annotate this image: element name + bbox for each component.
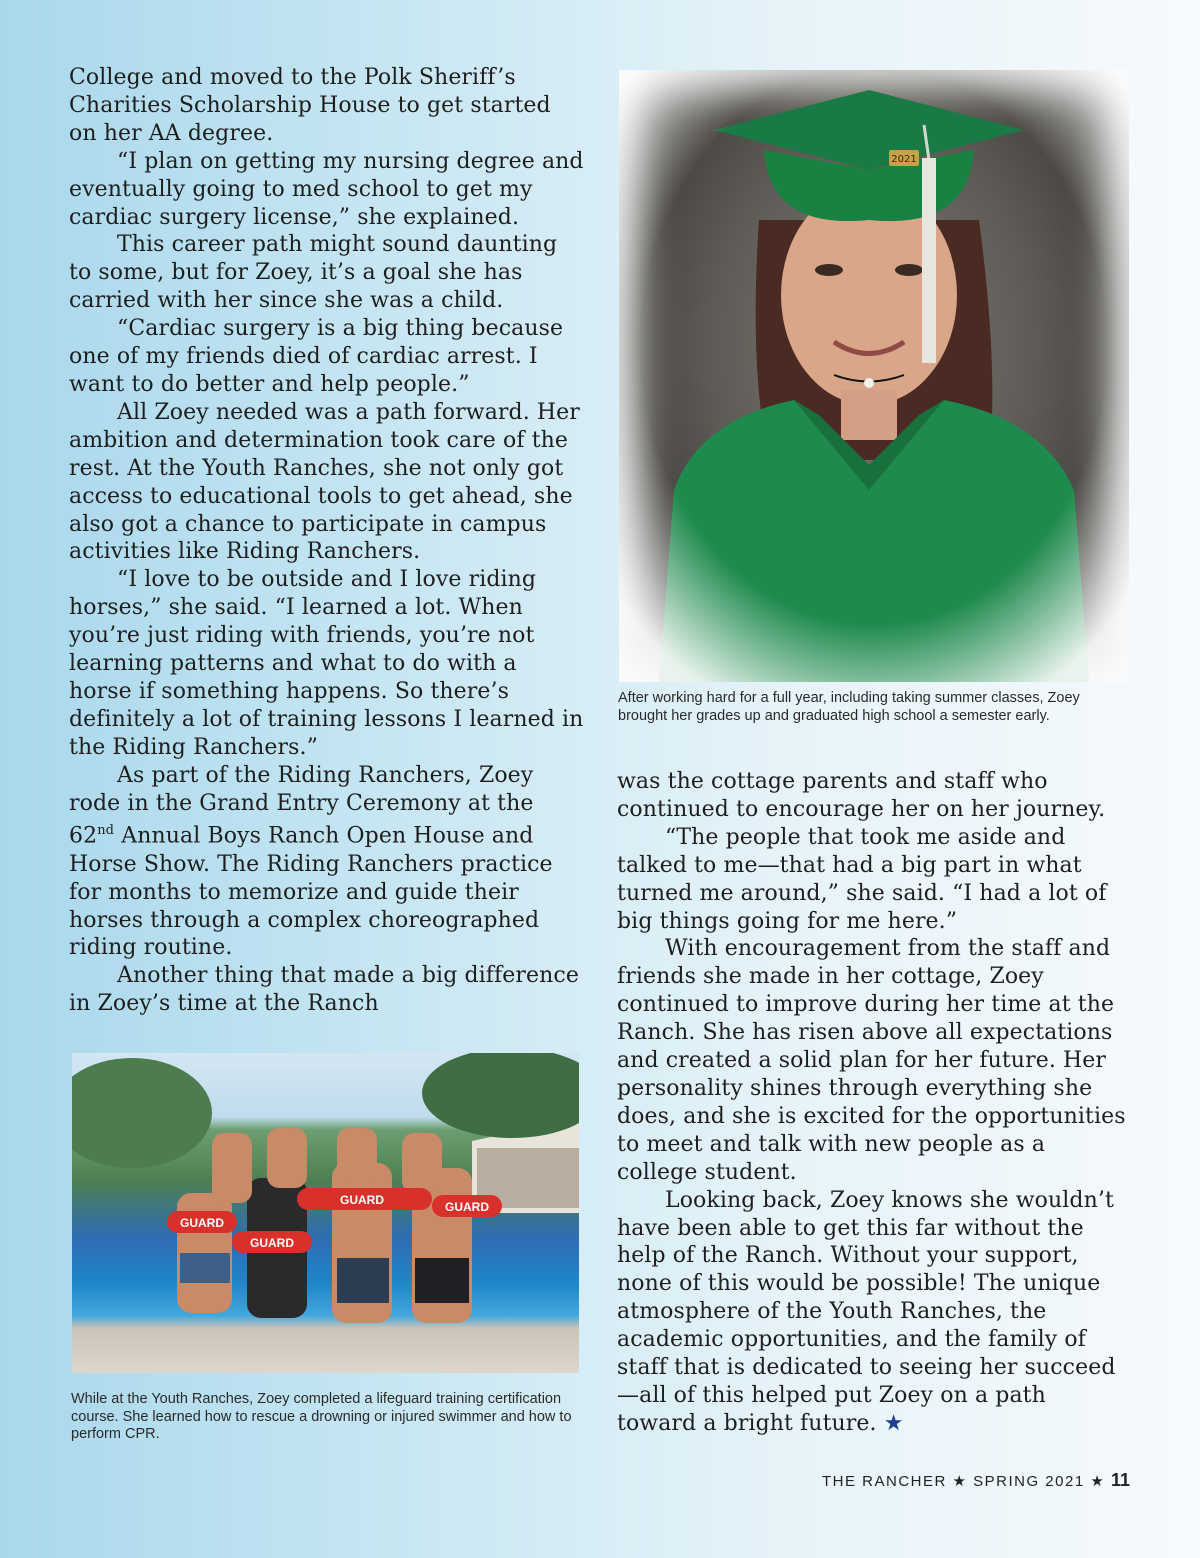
paragraph: “I love to be outside and I love riding horses,” she said. “I learned a lot. When you’re just riding with friends, you’re not learning patterns and what to do with a horse if something happens. So there’s definitely a lot of training lessons I learned in the Riding Ranchers.” [69, 567, 584, 760]
paragraph: All Zoey needed was a path forward. Her ambition and determination took care of the rest. At the Youth Ranches, she not only got access to educational tools to get ahead, she also got a chance to participate in campus activities like Riding Ranchers. [69, 399, 580, 565]
paragraph-open-house: As part of the Riding Ranchers, Zoey rode in the Grand Entry Ceremony at the 62nd Annual Boys Ranch Open House and Horse Show. The Riding Ranchers practice for months to memorize and guide their horses through a complex choreographed riding routine. [69, 762, 553, 961]
right-article-column [617, 768, 1127, 1438]
paragraph: “I plan on getting my nursing degree and eventually going to med school to get my cardiac surgery license,” she explained. [69, 148, 584, 230]
pool-caption: While at the Youth Ranches, Zoey completed a lifeguard training certification course. She learned how to rescue a drowning or injured swimmer and how to perform CPR. [71, 1391, 572, 1442]
footer-star-icon: ★ [952, 1473, 968, 1490]
svg-text:GUARD: GUARD [340, 1193, 384, 1207]
svg-text:GUARD: GUARD [180, 1216, 224, 1230]
svg-text:GUARD: GUARD [250, 1236, 294, 1250]
page-footer [822, 1470, 1130, 1491]
paragraph: College and moved to the Polk Sheriff’s Charities Scholarship House to get started on her AA degree. [69, 65, 551, 146]
pool-illustration [72, 1053, 579, 1373]
portrait-illustration [619, 70, 1129, 682]
paragraph: This career path might sound daunting to some, but for Zoey, it’s a goal she has carried with her since she was a child. [69, 232, 558, 314]
paragraph: “The people that took me aside and talked to me—that had a big part in what turned me around,” she said. “I had a lot of big things going for me here.” [617, 824, 1107, 934]
lifeguard-group-photo [72, 1053, 579, 1373]
paragraph: was the cottage parents and staff who continued to encourage her on her journey. [617, 769, 1106, 822]
end-star-icon: ★ [883, 1410, 904, 1436]
footer-star-icon: ★ [1090, 1473, 1106, 1490]
paragraph: Another thing that made a big difference in Zoey’s time at the Ranch [69, 963, 579, 1017]
portrait-caption: After working hard for a full year, including taking summer classes, Zoey brought her grades up and graduated high school a semester early. [618, 690, 1080, 724]
paragraph: With encouragement from the staff and friends she made in her cottage, Zoey continued to improve during her time at the Ranch. She has risen above all expectations and created a solid plan for her future. Her personality shines through everything she does, and she is excited for the opportunities to meet and talk with new people as a college student. [617, 936, 1126, 1185]
left-article-column [69, 64, 584, 1018]
paragraph: “Cardiac surgery is a big thing because one of my friends died of cardiac arrest. I want to do better and help people.” [69, 316, 564, 397]
paragraph-final: Looking back, Zoey knows she wouldn’t have been able to get this far without the help of the Ranch. Without your support, none of this would be possible! The unique atmosphere of the Youth Ranches, the academic opportunities, and the family of staff that is dedicated to seeing her succeed—all of this helped put Zoey on a path toward a bright future. ★ [617, 1187, 1116, 1436]
svg-text:GUARD: GUARD [445, 1200, 489, 1214]
ordinal-suffix: nd [97, 823, 115, 839]
graduation-portrait-photo [619, 70, 1129, 682]
issue-name: SPRING 2021 [973, 1473, 1085, 1490]
page-number: 11 [1110, 1470, 1130, 1490]
publication-name: THE RANCHER [821, 1473, 947, 1490]
